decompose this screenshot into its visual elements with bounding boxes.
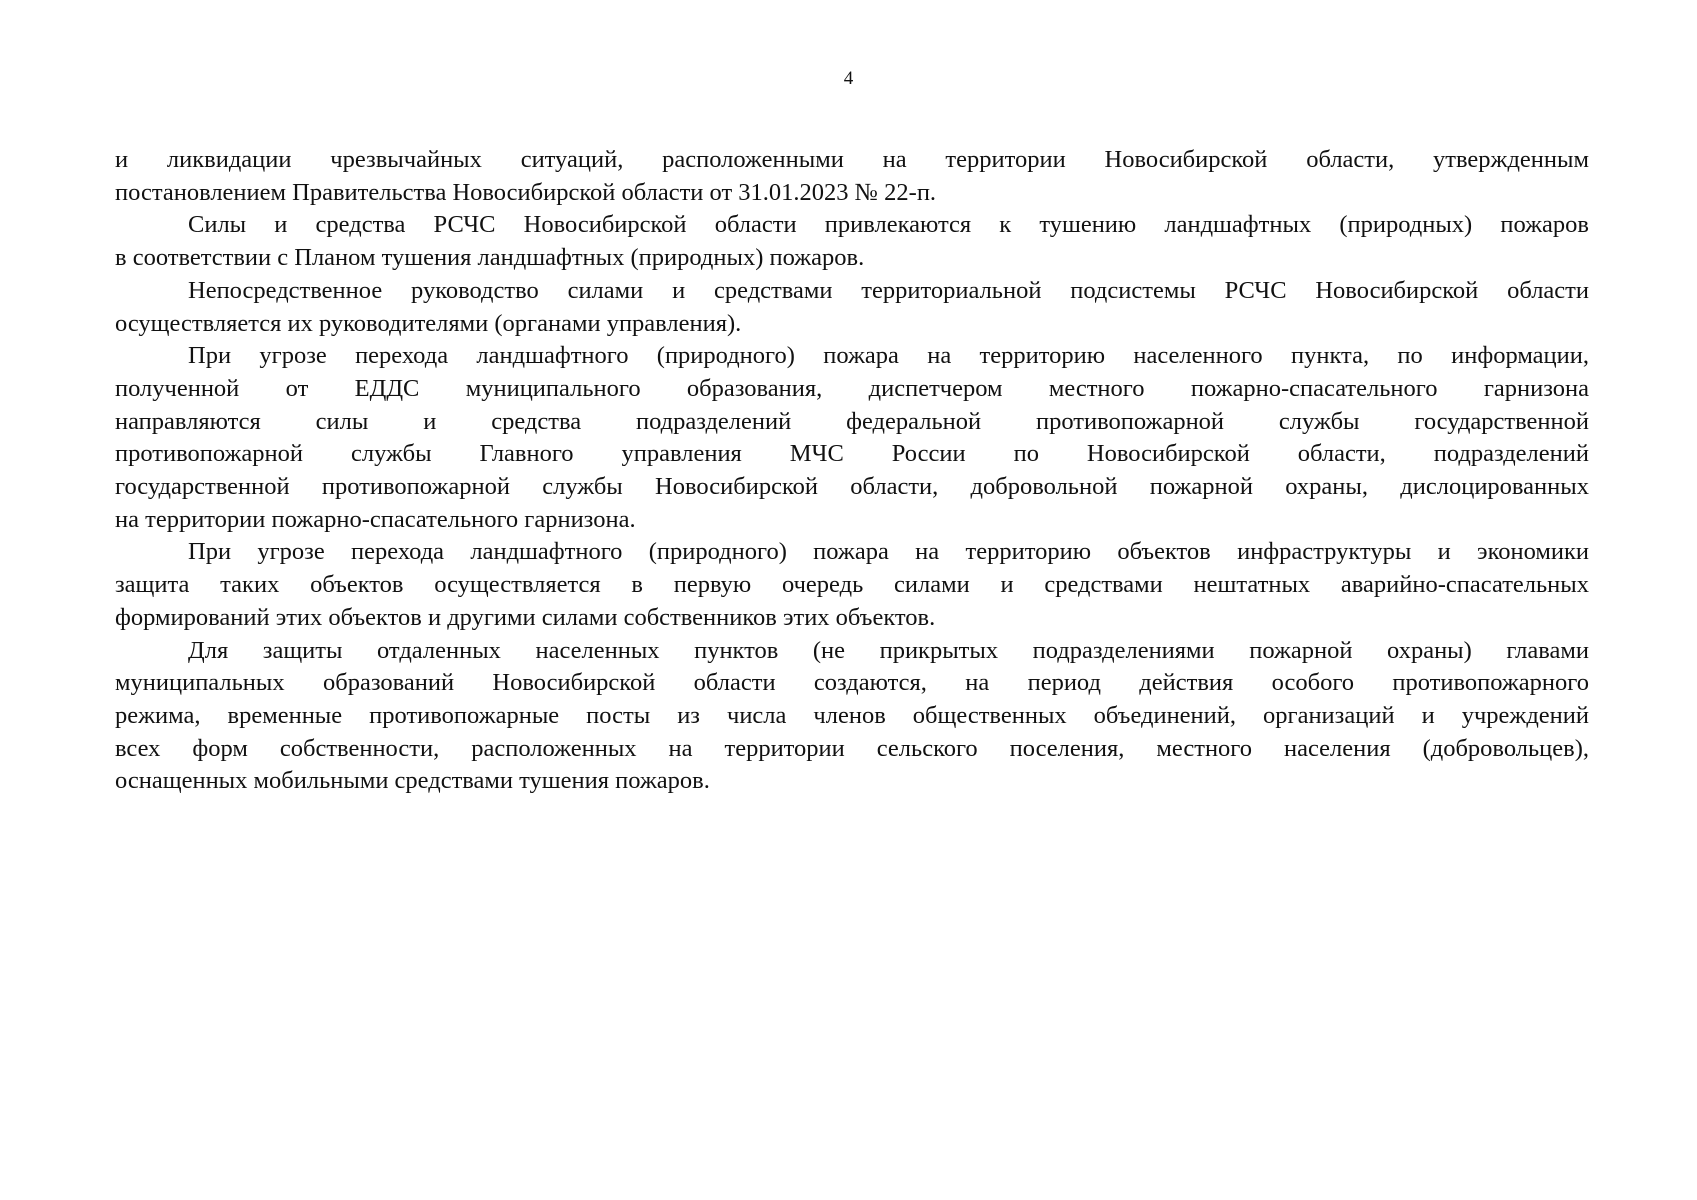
- text-line: осуществляется их руководителями (органами управления).: [115, 309, 742, 337]
- text-line: При угрозе перехода ландшафтного (природного) пожара на территорию населенного пункта, по информации,: [188, 342, 1589, 370]
- text-line: Непосредственное руководство силами и средствами территориальной подсистемы РСЧС Новосибирской области: [188, 276, 1589, 304]
- text-line: государственной противопожарной службы Новосибирской области, добровольной пожарной охраны, дислоцированных: [115, 473, 1589, 501]
- text-line: в соответствии с Планом тушения ландшафтных (природных) пожаров.: [115, 244, 865, 272]
- text-line: на территории пожарно-спасательного гарнизона.: [115, 505, 636, 533]
- text-line: формирований этих объектов и другими силами собственников этих объектов.: [115, 603, 936, 631]
- text-line: режима, временные противопожарные посты из числа членов общественных объединений, организаций и учреждений: [115, 701, 1589, 729]
- text-line: Силы и средства РСЧС Новосибирской области привлекаются к тушению ландшафтных (природных) пожаров: [188, 211, 1589, 239]
- text-line: При угрозе перехода ландшафтного (природного) пожара на территорию объектов инфраструктуры и экономики: [188, 538, 1589, 566]
- text-line: и ликвидации чрезвычайных ситуаций, расположенными на территории Новосибирской области, утвержденным: [115, 146, 1589, 173]
- text-line: оснащенных мобильными средствами тушения пожаров.: [115, 767, 710, 795]
- page-number: 4: [843, 68, 854, 89]
- text-line: полученной от ЕДДС муниципального образования, диспетчером местного пожарно-спасательного гарнизона: [115, 374, 1589, 402]
- text-line: постановлением Правительства Новосибирской области от 31.01.2023 № 22-п.: [115, 178, 937, 206]
- paragraph: [115, 144, 1589, 209]
- paragraph: [115, 635, 1589, 799]
- text-line: противопожарной службы Главного управления МЧС России по Новосибирской области, подразделений: [115, 440, 1589, 468]
- paragraph: [115, 340, 1589, 536]
- document-body: [115, 144, 1589, 798]
- text-line: защита таких объектов осуществляется в первую очередь силами и средствами нештатных аварийно-спасательных: [115, 571, 1589, 599]
- paragraph: [115, 209, 1589, 274]
- text-line: направляются силы и средства подразделений федеральной противопожарной службы государственной: [115, 407, 1589, 435]
- text-line: Для защиты отдаленных населенных пунктов (не прикрытых подразделениями пожарной охраны) главами: [188, 636, 1589, 664]
- text-line: муниципальных образований Новосибирской области создаются, на период действия особого противопожарного: [115, 669, 1589, 697]
- paragraph: [115, 275, 1589, 340]
- paragraph: [115, 536, 1589, 634]
- text-line: всех форм собственности, расположенных на территории сельского поселения, местного населения (добровольцев),: [115, 734, 1589, 762]
